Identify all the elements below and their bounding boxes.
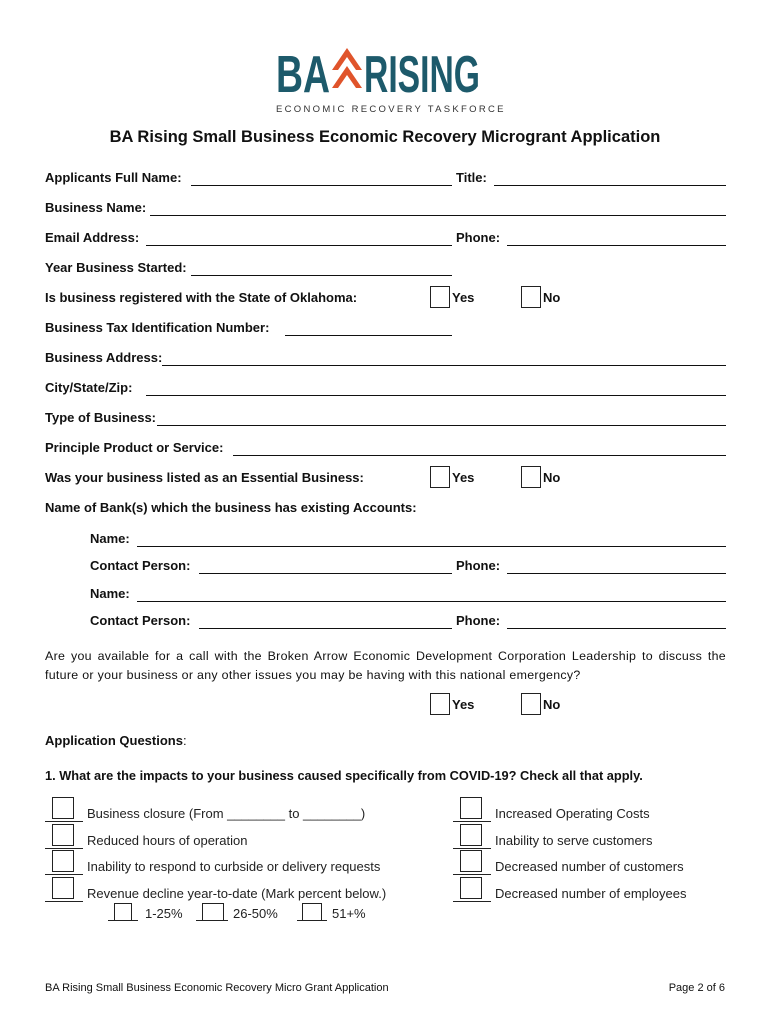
type-field[interactable] [157, 425, 726, 426]
phone-field[interactable] [507, 245, 726, 246]
business-name-field[interactable] [150, 215, 726, 216]
bank2-phone-field[interactable] [507, 628, 726, 629]
impact-left-1-checkbox[interactable] [52, 797, 74, 819]
impact-left-3-label: Inability to respond to curbside or delivery requests [87, 859, 381, 874]
impact-right-1-checkbox[interactable] [460, 797, 482, 819]
city-field[interactable] [146, 395, 726, 396]
impact-right-4-underline [453, 901, 491, 902]
impact-right-2-underline [453, 848, 491, 849]
call-yes-checkbox[interactable] [430, 693, 450, 715]
impact-left-4-underline [45, 901, 83, 902]
bank2-name-field[interactable] [137, 601, 726, 602]
impact-right-4-label: Decreased number of employees [495, 886, 687, 901]
bank2-contact-field[interactable] [199, 628, 452, 629]
address-field[interactable] [162, 365, 726, 366]
application-questions-colon: : [182, 733, 187, 748]
page-number: Page 2 of 6 [668, 982, 725, 994]
email-label: Email Address: [45, 230, 140, 245]
impact-left-2-checkbox[interactable] [52, 824, 74, 846]
registered-yes-label: Yes [452, 290, 475, 305]
bank1-contact-field[interactable] [199, 573, 452, 574]
address-label: Business Address: [45, 350, 163, 365]
title-label: Title: [456, 170, 487, 185]
question-1: 1. What are the impacts to your business caused specifically from COVID-19? Check all that apply. [45, 768, 643, 783]
logo-tagline: ECONOMIC RECOVERY TASKFORCE [276, 104, 506, 115]
application-questions-heading [45, 733, 187, 748]
call-no-label: No [543, 697, 561, 712]
city-label: City/State/Zip: [45, 380, 133, 395]
title-field[interactable] [494, 185, 726, 186]
impact-left-4-checkbox[interactable] [52, 877, 74, 899]
product-field[interactable] [233, 455, 726, 456]
bank1-name-field[interactable] [137, 546, 726, 547]
bank2-phone-label: Phone: [456, 613, 501, 628]
full-name-field[interactable] [191, 185, 452, 186]
call-yes-label: Yes [452, 697, 475, 712]
percent-3-label: 51+% [332, 906, 366, 921]
bank1-phone-field[interactable] [507, 573, 726, 574]
bank1-phone-label: Phone: [456, 558, 501, 573]
essential-no-checkbox[interactable] [521, 466, 541, 488]
year-started-label: Year Business Started: [45, 260, 187, 275]
call-question: Are you available for a call with the Broken Arrow Economic Development Corporation Leadership to discuss the future or your business or any other issues you may be having with this national emergency? [45, 649, 726, 682]
impact-left-2-underline [45, 848, 83, 849]
chevron-up-icon [332, 48, 362, 88]
impact-left-3-checkbox[interactable] [52, 850, 74, 872]
phone-label: Phone: [456, 230, 501, 245]
percent-3-checkbox[interactable] [302, 903, 322, 921]
impact-right-3-underline [453, 874, 491, 875]
business-name-label: Business Name: [45, 200, 147, 215]
bank2-contact-label: Contact Person: [90, 613, 191, 628]
impact-right-3-label: Decreased number of customers [495, 859, 684, 874]
logo-word-right: RISING [364, 46, 480, 104]
registered-no-label: No [543, 290, 561, 305]
impact-right-3-checkbox[interactable] [460, 850, 482, 872]
impact-right-4-checkbox[interactable] [460, 877, 482, 899]
impact-left-2-label: Reduced hours of operation [87, 833, 248, 848]
footer-title: BA Rising Small Business Economic Recovery Micro Grant Application [45, 982, 389, 994]
bank1-name-label: Name: [90, 531, 130, 546]
essential-yes-label: Yes [452, 470, 475, 485]
percent-2-label: 26-50% [233, 906, 278, 921]
essential-label: Was your business listed as an Essential Business: [45, 470, 364, 485]
essential-no-label: No [543, 470, 561, 485]
tax-id-field[interactable] [285, 335, 452, 336]
essential-yes-checkbox[interactable] [430, 466, 450, 488]
application-questions-text: Application Questions [45, 733, 183, 748]
impact-right-2-label: Inability to serve customers [495, 833, 653, 848]
impact-right-1-underline [453, 821, 491, 822]
impact-left-1-label: Business closure (From ________ to ________) [87, 806, 366, 821]
impact-right-2-checkbox[interactable] [460, 824, 482, 846]
percent-1-label: 1-25% [145, 906, 183, 921]
year-started-field[interactable] [191, 275, 452, 276]
registered-yes-checkbox[interactable] [430, 286, 450, 308]
bank1-contact-label: Contact Person: [90, 558, 191, 573]
percent-2-checkbox[interactable] [202, 903, 224, 921]
bank2-name-label: Name: [90, 586, 130, 601]
ba-rising-logo [276, 44, 496, 104]
email-field[interactable] [146, 245, 452, 246]
banks-label: Name of Bank(s) which the business has existing Accounts: [45, 500, 417, 515]
page-title: BA Rising Small Business Economic Recovery Microgrant Application [109, 128, 661, 146]
registered-no-checkbox[interactable] [521, 286, 541, 308]
full-name-label: Applicants Full Name: [45, 170, 182, 185]
product-label: Principle Product or Service: [45, 440, 224, 455]
impact-left-3-underline [45, 874, 83, 875]
impact-left-4-label: Revenue decline year-to-date (Mark percent below.) [87, 886, 387, 901]
logo-word-left: BA [276, 46, 330, 104]
percent-1-checkbox[interactable] [114, 903, 132, 921]
call-no-checkbox[interactable] [521, 693, 541, 715]
type-label: Type of Business: [45, 410, 157, 425]
impact-right-1-label: Increased Operating Costs [495, 806, 650, 821]
registered-label: Is business registered with the State of Oklahoma: [45, 290, 358, 305]
tax-id-label: Business Tax Identification Number: [45, 320, 270, 335]
impact-left-1-underline [45, 821, 83, 822]
